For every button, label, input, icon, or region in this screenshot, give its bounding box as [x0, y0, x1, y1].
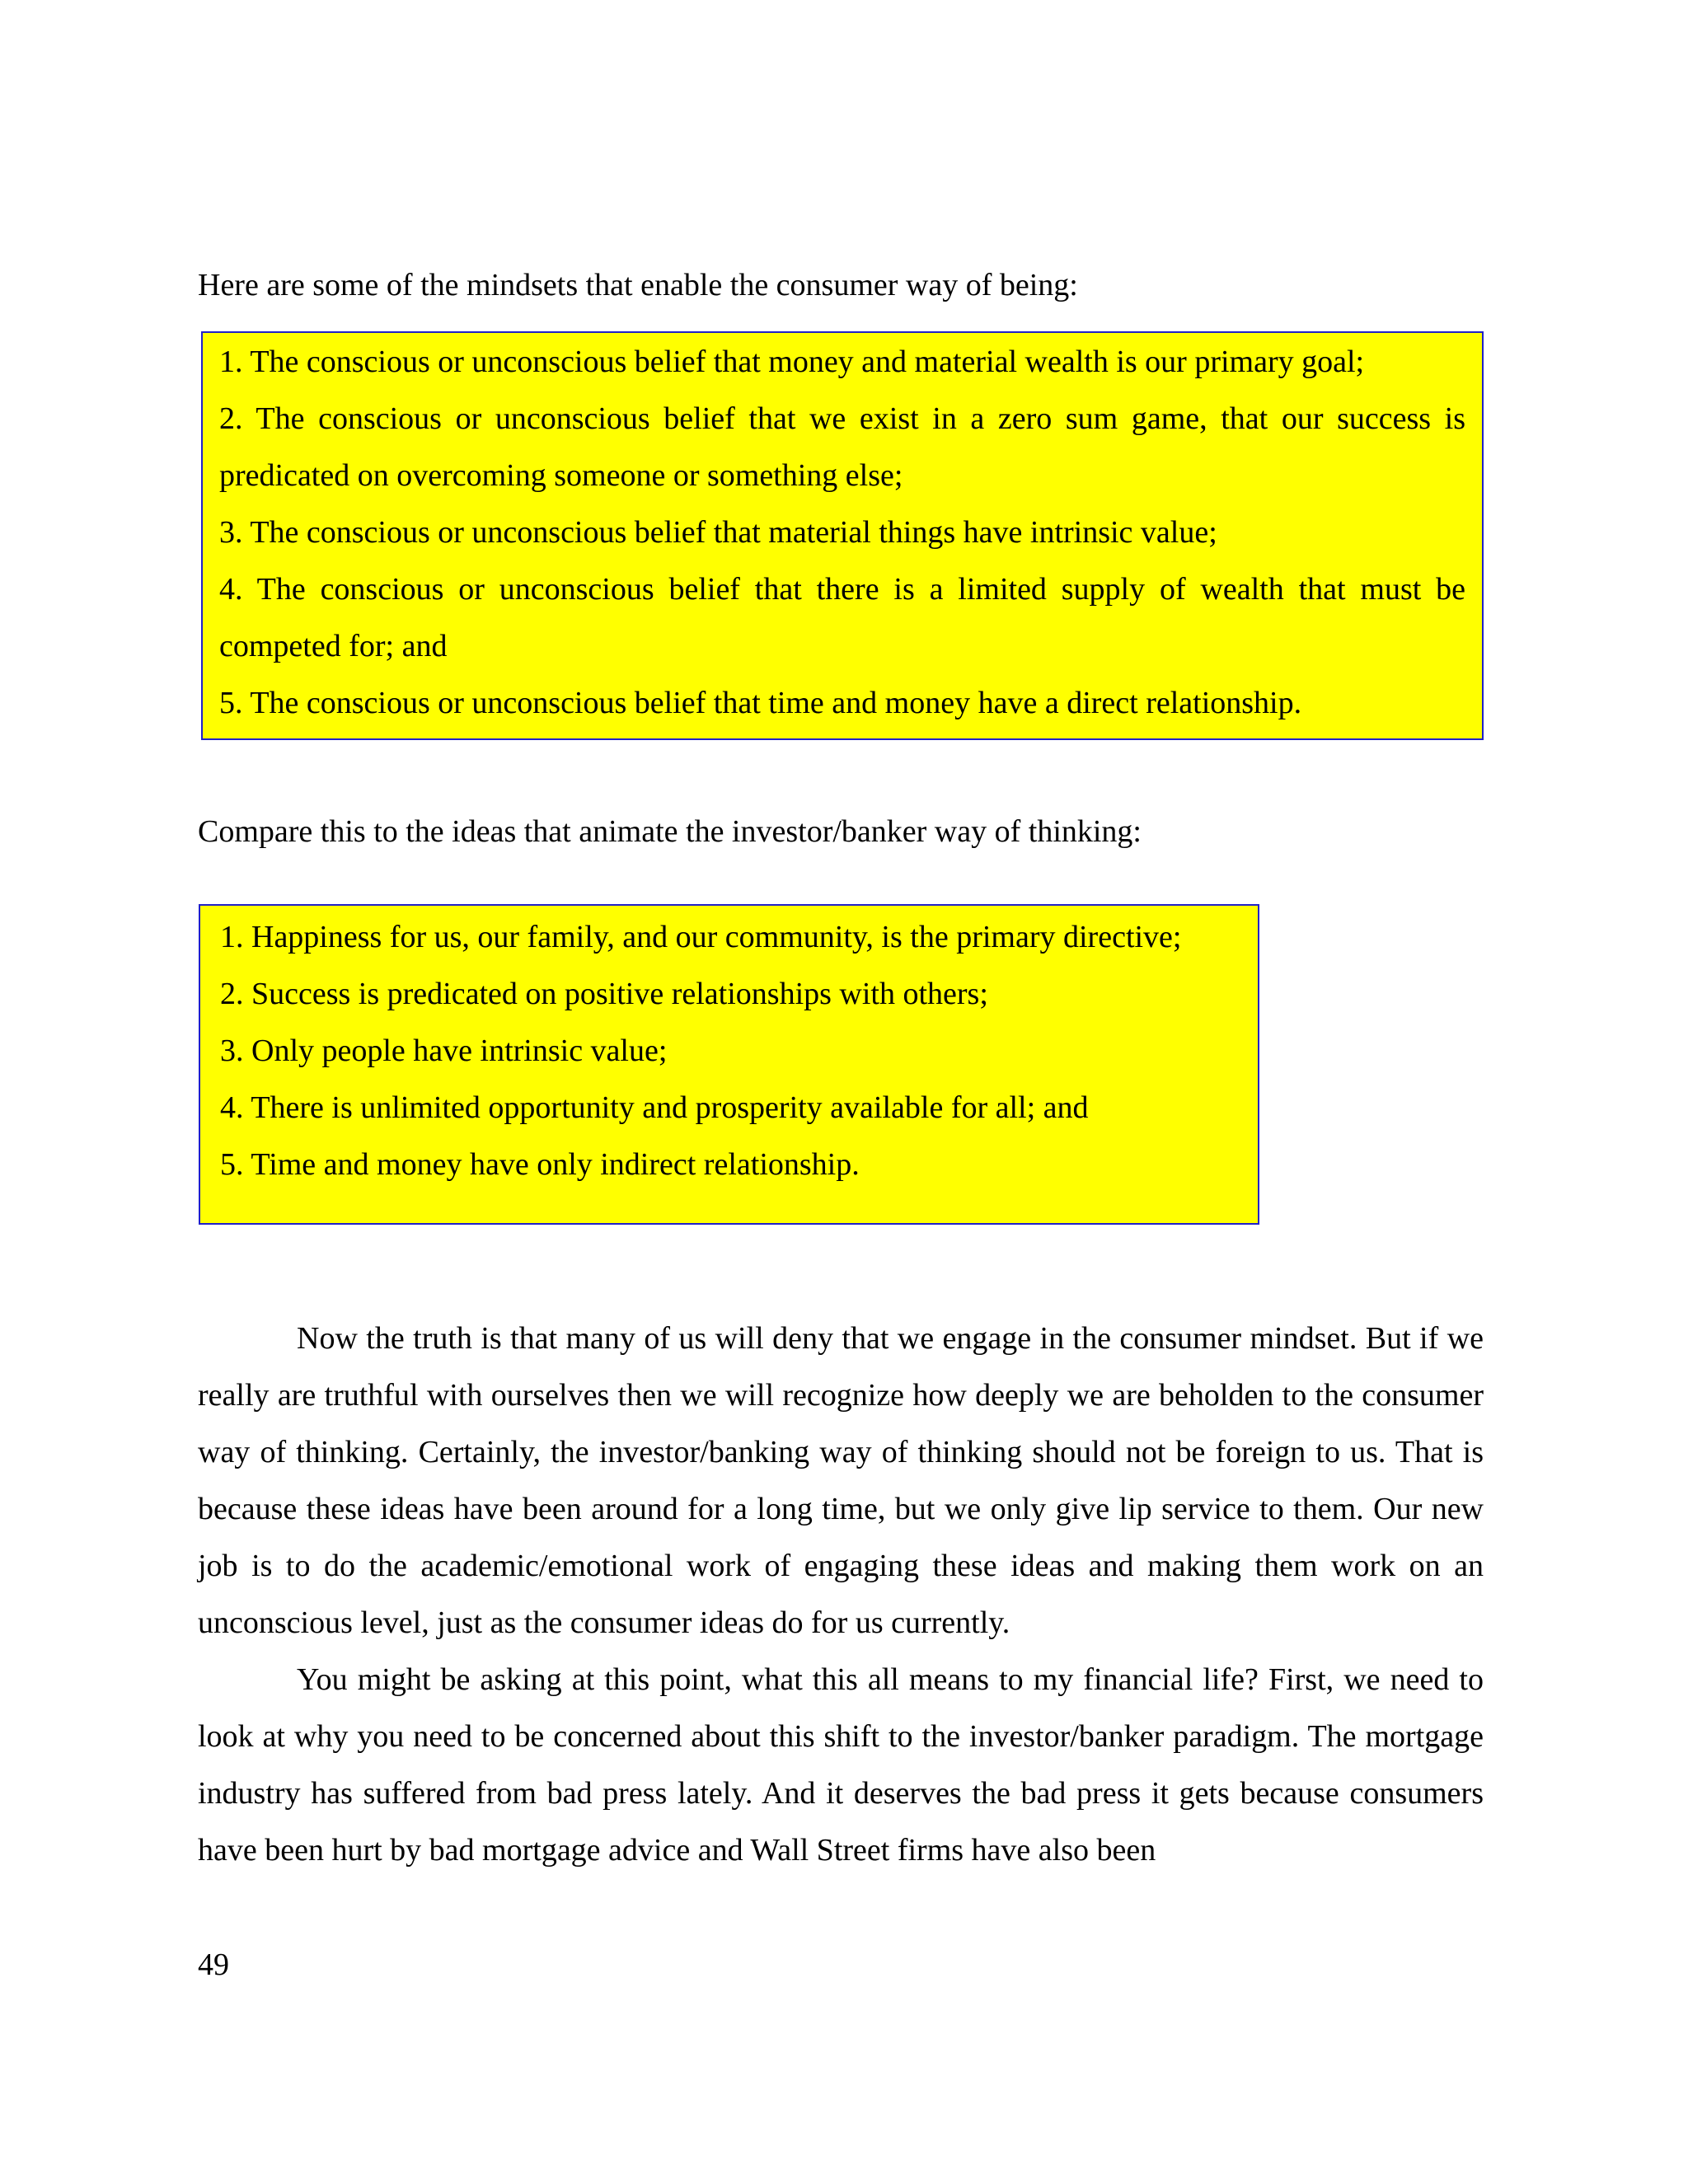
- investor-idea-1: 1. Happiness for us, our family, and our community, is the primary directive;: [220, 920, 1182, 954]
- consumer-mindset-4: 4. The conscious or unconscious belief that there is a limited supply of wealth that must be competed for; and: [219, 572, 1465, 663]
- body-paragraph-1: Now the truth is that many of us will deny that we engage in the consumer mindset. But if we really are truthful with ourselves then we will recognize how deeply we are beholden to the consumer way of thinking. Certainly, the investor/banking way of thinking should not be foreign to us. That is because these ideas have been around for a long time, but we only give lip service to them. Our new job is to do the academic/emotional work of engaging these ideas and making them work on an unconscious level, just as the consumer ideas do for us currently.: [198, 1321, 1484, 1640]
- page-number: 49: [198, 1947, 229, 1982]
- body-text: [198, 1310, 1484, 1879]
- consumer-mindsets-box: [201, 331, 1484, 740]
- investor-intro: Compare this to the ideas that animate the investor/banker way of thinking:: [198, 814, 1142, 849]
- investor-idea-4: 4. There is unlimited opportunity and prosperity available for all; and: [220, 1090, 1089, 1125]
- consumer-mindset-3: 3. The conscious or unconscious belief that material things have intrinsic value;: [219, 515, 1217, 550]
- consumer-mindset-2: 2. The conscious or unconscious belief that we exist in a zero sum game, that our success is predicated on overcoming someone or something else;: [219, 401, 1465, 493]
- body-paragraph-2: You might be asking at this point, what this all means to my financial life? First, we need to look at why you need to be concerned about this shift to the investor/banker paradigm. The mortgage industry has suffered from bad press lately. And it deserves the bad press it gets because consumers have been hurt by bad mortgage advice and Wall Street firms have also been: [198, 1662, 1484, 1868]
- consumer-intro: Here are some of the mindsets that enable the consumer way of being:: [198, 268, 1078, 302]
- investor-ideas-box: [199, 904, 1259, 1225]
- consumer-mindset-1: 1. The conscious or unconscious belief that money and material wealth is our primary goal;: [219, 344, 1365, 379]
- investor-idea-5: 5. Time and money have only indirect relationship.: [220, 1147, 860, 1182]
- investor-idea-3: 3. Only people have intrinsic value;: [220, 1033, 668, 1068]
- investor-idea-2: 2. Success is predicated on positive relationships with others;: [220, 977, 988, 1011]
- consumer-mindset-5: 5. The conscious or unconscious belief that time and money have a direct relationship.: [219, 686, 1302, 720]
